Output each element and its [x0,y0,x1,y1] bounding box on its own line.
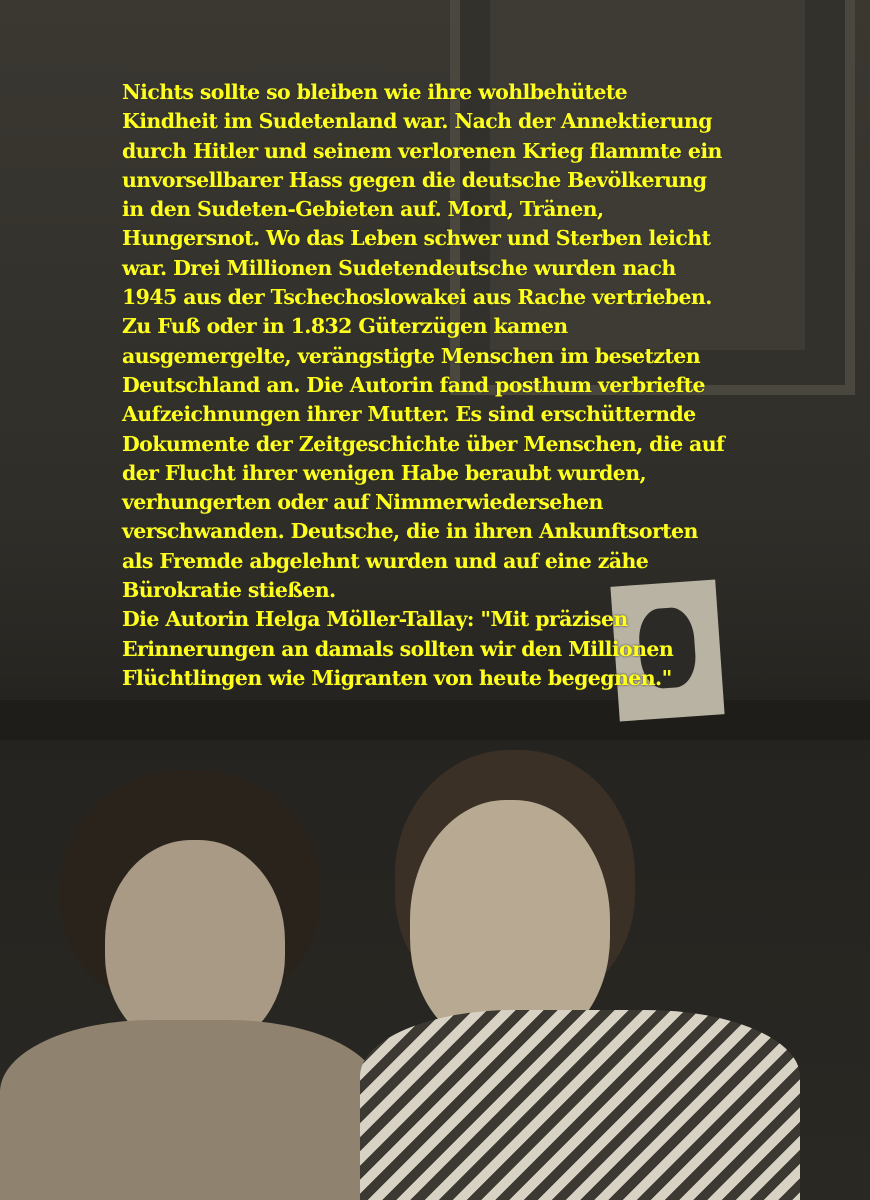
girl-right-zigzag-sweater [360,1010,800,1200]
blurb-line: Dokumente der Zeitgeschichte über Menschen, die auf [122,431,725,456]
blurb-line: Nichts sollte so bleiben wie ihre wohlbehütete [122,80,628,104]
blurb-line: in den Sudeten-Gebieten auf. Mord, Tränen, [122,197,604,222]
author-quote-line: Flüchtlingen wie Migranten von heute begegnen." [122,665,672,690]
blurb-line: Hungersnot. Wo das Leben schwer und Sterben leicht [122,226,711,251]
blurb-line: war. Drei Millionen Sudetendeutsche wurden nach [122,255,676,280]
girl-left-blouse [0,1020,380,1200]
blurb-line: Kindheit im Sudetenland war. Nach der Annektierung [122,109,712,134]
blurb-text [122,78,762,693]
blurb-line: verschwanden. Deutsche, die in ihren Ankunftsorten [122,519,698,544]
blurb-line: als Fremde abgelehnt wurden und auf eine zähe [122,548,649,573]
blurb-line: Bürokratie stießen. [122,578,336,603]
girl-left-face [105,840,285,1050]
author-quote-line: Die Autorin Helga Möller-Tallay: "Mit präzisen [122,607,628,632]
blurb-line: ausgemergelte, verängstigte Menschen im besetzten [122,343,701,368]
blurb-line: verhungerten oder auf Nimmerwiedersehen [122,490,603,515]
blurb-line: 1945 aus der Tschechoslowakei aus Rache vertrieben. [122,285,712,310]
blurb-line: Zu Fuß oder in 1.832 Güterzügen kamen [122,314,568,339]
author-quote-line: Erinnerungen an damals sollten wir den Millionen [122,636,674,661]
blurb-line: durch Hitler und seinem verlorenen Krieg flammte ein [122,138,722,163]
blurb-line: der Flucht ihrer wenigen Habe beraubt wurden, [122,460,647,485]
shelf [0,700,870,740]
blurb-line: Deutschland an. Die Autorin fand posthum verbriefte [122,372,705,397]
blurb-line: Aufzeichnungen ihrer Mutter. Es sind erschütternde [122,402,696,427]
blurb-line: unvorsellbarer Hass gegen die deutsche Bevölkerung [122,167,707,192]
